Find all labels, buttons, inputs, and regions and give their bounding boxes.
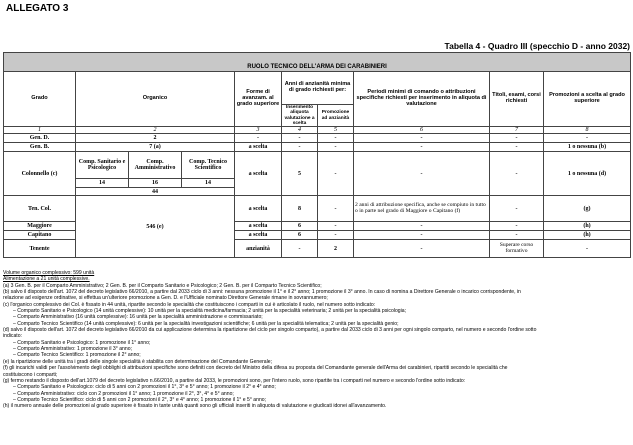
col-inserimento-header: Inserimento aliquota valutazione a scelta bbox=[282, 105, 318, 127]
footnote-line: (a) 3 Gen. B. per il Comparto Amministrativo; 2 Gen. B. per il Comparto Sanitario e Psicologico; 2 Gen. B. per il Comparto Tecnico Scientifico; bbox=[3, 282, 322, 289]
col-promozioni-scelta-header: Promozioni a scelta al grado superiore bbox=[544, 72, 631, 127]
footnote-line: – Comparto Tecnico Scientifico: ciclo di 5 anni con 2 promozioni il 2°, 3° e 4° anno; 1 promozione il 1° e 5° anno; bbox=[13, 396, 267, 403]
inserimento-cell: 6 bbox=[282, 222, 318, 231]
footnote-line: Volume organico complessivo: 599 unità bbox=[3, 270, 95, 276]
forme-cell: a scelta bbox=[235, 152, 282, 196]
organico-tecnico-cell: 14 bbox=[182, 179, 235, 188]
col-forme-header: Forme di avanzam. al grado superiore bbox=[235, 72, 282, 127]
titoli-cell: - bbox=[490, 152, 544, 196]
titoli-cell: - bbox=[490, 231, 544, 240]
grado-cell: Maggiore bbox=[4, 222, 76, 231]
footnote-line: – Comparto Amministrativo (16 unità complessive): 16 unità per la specialità amministrazione e commissariato; bbox=[13, 314, 263, 321]
table-row bbox=[4, 196, 631, 222]
promozione-cell: - bbox=[318, 196, 354, 222]
footnote-line: – Comparto Tecnico Scientifico (14 unità complessive): 6 unità per la specialità investigazioni scientifiche; 6 unità per la specialità telematica; 2 unità per la specialità genio; bbox=[13, 320, 399, 327]
organico-cell: 546 (e) bbox=[76, 196, 235, 258]
periodi-cell: - bbox=[354, 222, 490, 231]
col-number: 2 bbox=[76, 127, 235, 134]
footnote-line: (c) l'organico complessivo dei Col. è fissato in 44 unità, ripartite secondo le specialità che costituiscono i comparti in cui è articolato il ruolo, nel numero sotto indicato: bbox=[3, 301, 376, 308]
forme-cell: a scelta bbox=[235, 231, 282, 240]
footnote-line: – Comparto Sanitario e Psicologico: 1 promozione il 1° anno; bbox=[13, 339, 151, 346]
ruolo-title: RUOLO TECNICO DELL'ARMA DEI CARABINIERI bbox=[4, 63, 631, 72]
quadro-table bbox=[3, 52, 631, 258]
col-number: 5 bbox=[318, 127, 354, 134]
footnote-line: (g) fermo restando il disposto dell'art.1079 del decreto legislativo n.66/2010, a partire dal 2033, le promozioni sono, per l'intero ruolo, sono ripartite tra i comparti nel numero e secondo l'ordine sotto indicato: bbox=[3, 377, 466, 384]
promozione-cell: - bbox=[318, 152, 354, 196]
col-promozione-header: Promozione ad anzianità bbox=[318, 105, 354, 127]
forme-cell: a scelta bbox=[235, 196, 282, 222]
periodi-cell: - bbox=[354, 143, 490, 152]
col-organico-header: Organico bbox=[76, 72, 235, 127]
footnote-line: indicato: bbox=[3, 333, 22, 340]
promozioni-scelta-cell: - bbox=[544, 240, 631, 258]
col-number: 8 bbox=[544, 127, 631, 134]
col-titoli-header: Titoli, esami, corsi richiesti bbox=[490, 72, 544, 127]
table-row bbox=[4, 143, 631, 152]
col-number: 1 bbox=[4, 127, 76, 134]
promozione-cell: - bbox=[318, 222, 354, 231]
organico-cell: 7 (a) bbox=[76, 143, 235, 152]
promozione-cell: - bbox=[318, 143, 354, 152]
organico-amministrativo-cell: 16 bbox=[129, 179, 182, 188]
footnote-line: (h) il numero annuale delle promozioni al grado superiore è fissato in tante unità quanti sono gli ufficiali inseriti in aliquota di valutazione e giudicati idonei all'avanzamento. bbox=[3, 403, 387, 410]
grado-cell: Ten. Col. bbox=[4, 196, 76, 222]
promozioni-scelta-cell: - bbox=[544, 134, 631, 143]
inserimento-cell: 5 bbox=[282, 152, 318, 196]
comp-sanitario-header: Comp. Sanitario e Psicologico bbox=[76, 152, 129, 179]
titoli-cell: - bbox=[490, 196, 544, 222]
col-number: 7 bbox=[490, 127, 544, 134]
promozioni-scelta-cell: (g) bbox=[544, 196, 631, 222]
forme-cell: a scelta bbox=[235, 143, 282, 152]
organico-sanitario-cell: 14 bbox=[76, 179, 129, 188]
promozione-cell: 2 bbox=[318, 240, 354, 258]
inserimento-cell: - bbox=[282, 143, 318, 152]
promozioni-scelta-cell: 1 o nessuna (b) bbox=[544, 143, 631, 152]
periodi-cell: - bbox=[354, 152, 490, 196]
grado-cell: Gen. D. bbox=[4, 134, 76, 143]
col-anni-header: Anni di anzianità minima di grado richiesti per: bbox=[282, 72, 354, 105]
organico-cell: 2 bbox=[76, 134, 235, 143]
inserimento-cell: 8 bbox=[282, 196, 318, 222]
periodi-cell: - bbox=[354, 240, 490, 258]
footnote-line: (e) la ripartizione delle unità tra i gradi delle singole specialità è stabilita con determinazione del Comandante Generale; bbox=[3, 358, 272, 365]
col-number: 6 bbox=[354, 127, 490, 134]
col-number: 3 bbox=[235, 127, 282, 134]
promozioni-scelta-cell: (h) bbox=[544, 231, 631, 240]
table-row bbox=[4, 134, 631, 143]
periodi-cell: 2 anni di attribuzione specifica, anche se compiuto in tutto o in parte nel grado di Maggiore o Capitano (f) bbox=[354, 196, 490, 222]
grado-cell: Tenente bbox=[4, 240, 76, 258]
footnote-line: – Comparto Sanitario e Psicologico: ciclo di 5 anni con 2 promozioni il 1°, 3° e 5° anno; 1 promozione il 2° e 4° anno; bbox=[13, 384, 276, 391]
table-title: Tabella 4 - Quadro III (specchio D - anno 2032) bbox=[444, 41, 630, 51]
periodi-cell: - bbox=[354, 134, 490, 143]
titoli-cell: - bbox=[490, 222, 544, 231]
footnote-line: – Comparto Amministrativo: ciclo con 2 promozioni il 1° anno; 1 promozione il 2°, 3°, 4° e 5° anno; bbox=[13, 390, 234, 397]
comp-tecnico-header: Comp. Tecnico Scientifico bbox=[182, 152, 235, 179]
grado-cell: Colonnello (c) bbox=[4, 152, 76, 196]
forme-cell: anzianità bbox=[235, 240, 282, 258]
footnotes bbox=[3, 270, 630, 410]
titoli-cell: Superare corso formativo bbox=[490, 240, 544, 258]
footnote-line: (b) salvo il disposto dell'art. 1072 del decreto legislativo 66/2010, a partire dal 2033 ciclo di 3 anni: nessuna promozione il 1° e il 2° anno; 1 promozione il 3° anno. In caso di nomina a Direttore Generale o incarico corrispondente, in bbox=[3, 289, 521, 296]
grado-cell: Capitano bbox=[4, 231, 76, 240]
forme-cell: - bbox=[235, 134, 282, 143]
promozione-cell: - bbox=[318, 134, 354, 143]
col-periodi-header: Periodi minimi di comando o attribuzioni specifiche richiesti per inserimento in aliquota di valutazione bbox=[354, 72, 490, 127]
footnote-line: – Comparto Sanitario e Psicologico (14 unità complessive): 10 unità per la specialità medicina/farmacia; 2 unità per la specialità veterinaria; 2 unità per la specialità psicologia; bbox=[13, 308, 406, 315]
comp-amministrativo-header: Comp. Amministrativo bbox=[129, 152, 182, 179]
inserimento-cell: - bbox=[282, 134, 318, 143]
footnote-line: – Comparto Amministrativo: 1 promozione il 3° anno; bbox=[13, 346, 132, 353]
footnote-line: (d) salvo il disposto dell'art. 1072 del decreto legislativo 66/2010 da cui applicazione determina la ripartizione del ciclo per singolo comparto), a partire dal 2033 ciclo di 3 anni per ogni singolo comparto, nel numero e secondo l'ordine sotto bbox=[3, 327, 537, 334]
titoli-cell: - bbox=[490, 134, 544, 143]
footnote-line: – Comparto Tecnico Scientifico: 1 promozione il 2° anno; bbox=[13, 352, 141, 359]
col-grado-header: Grado bbox=[4, 72, 76, 127]
promozioni-scelta-cell: (h) bbox=[544, 222, 631, 231]
promozioni-scelta-cell: 1 o nessuna (d) bbox=[544, 152, 631, 196]
footnote-line: (f) gli incarichi validi per l'assolvimento degli obblighi di attribuzioni specifiche sono definiti con decreto del Ministro della difesa su proposta del Comandante generale dell'Arma dei carabinieri, ripartiti secondo le specialità che bbox=[3, 365, 508, 372]
footnote-line: costituiscono i comparti; bbox=[3, 371, 58, 378]
footnote-line: Alimentazione a 21 unità complessive. bbox=[3, 276, 90, 283]
promozione-cell: - bbox=[318, 231, 354, 240]
allegato-label: ALLEGATO 3 bbox=[6, 3, 69, 14]
footnote-line: relazione ad esigenze ordinative, si effettua un'ulteriore promozione a Gen. D. e l'Ufficiale nominato Direttore Generale rimane in sovrannumero; bbox=[3, 295, 328, 302]
forme-cell: a scelta bbox=[235, 222, 282, 231]
grado-cell: Gen. B. bbox=[4, 143, 76, 152]
inserimento-cell: - bbox=[282, 240, 318, 258]
titoli-cell: - bbox=[490, 143, 544, 152]
col-number: 4 bbox=[282, 127, 318, 134]
organico-totale-cell: 44 bbox=[76, 188, 235, 196]
periodi-cell: - bbox=[354, 231, 490, 240]
inserimento-cell: 6 bbox=[282, 231, 318, 240]
